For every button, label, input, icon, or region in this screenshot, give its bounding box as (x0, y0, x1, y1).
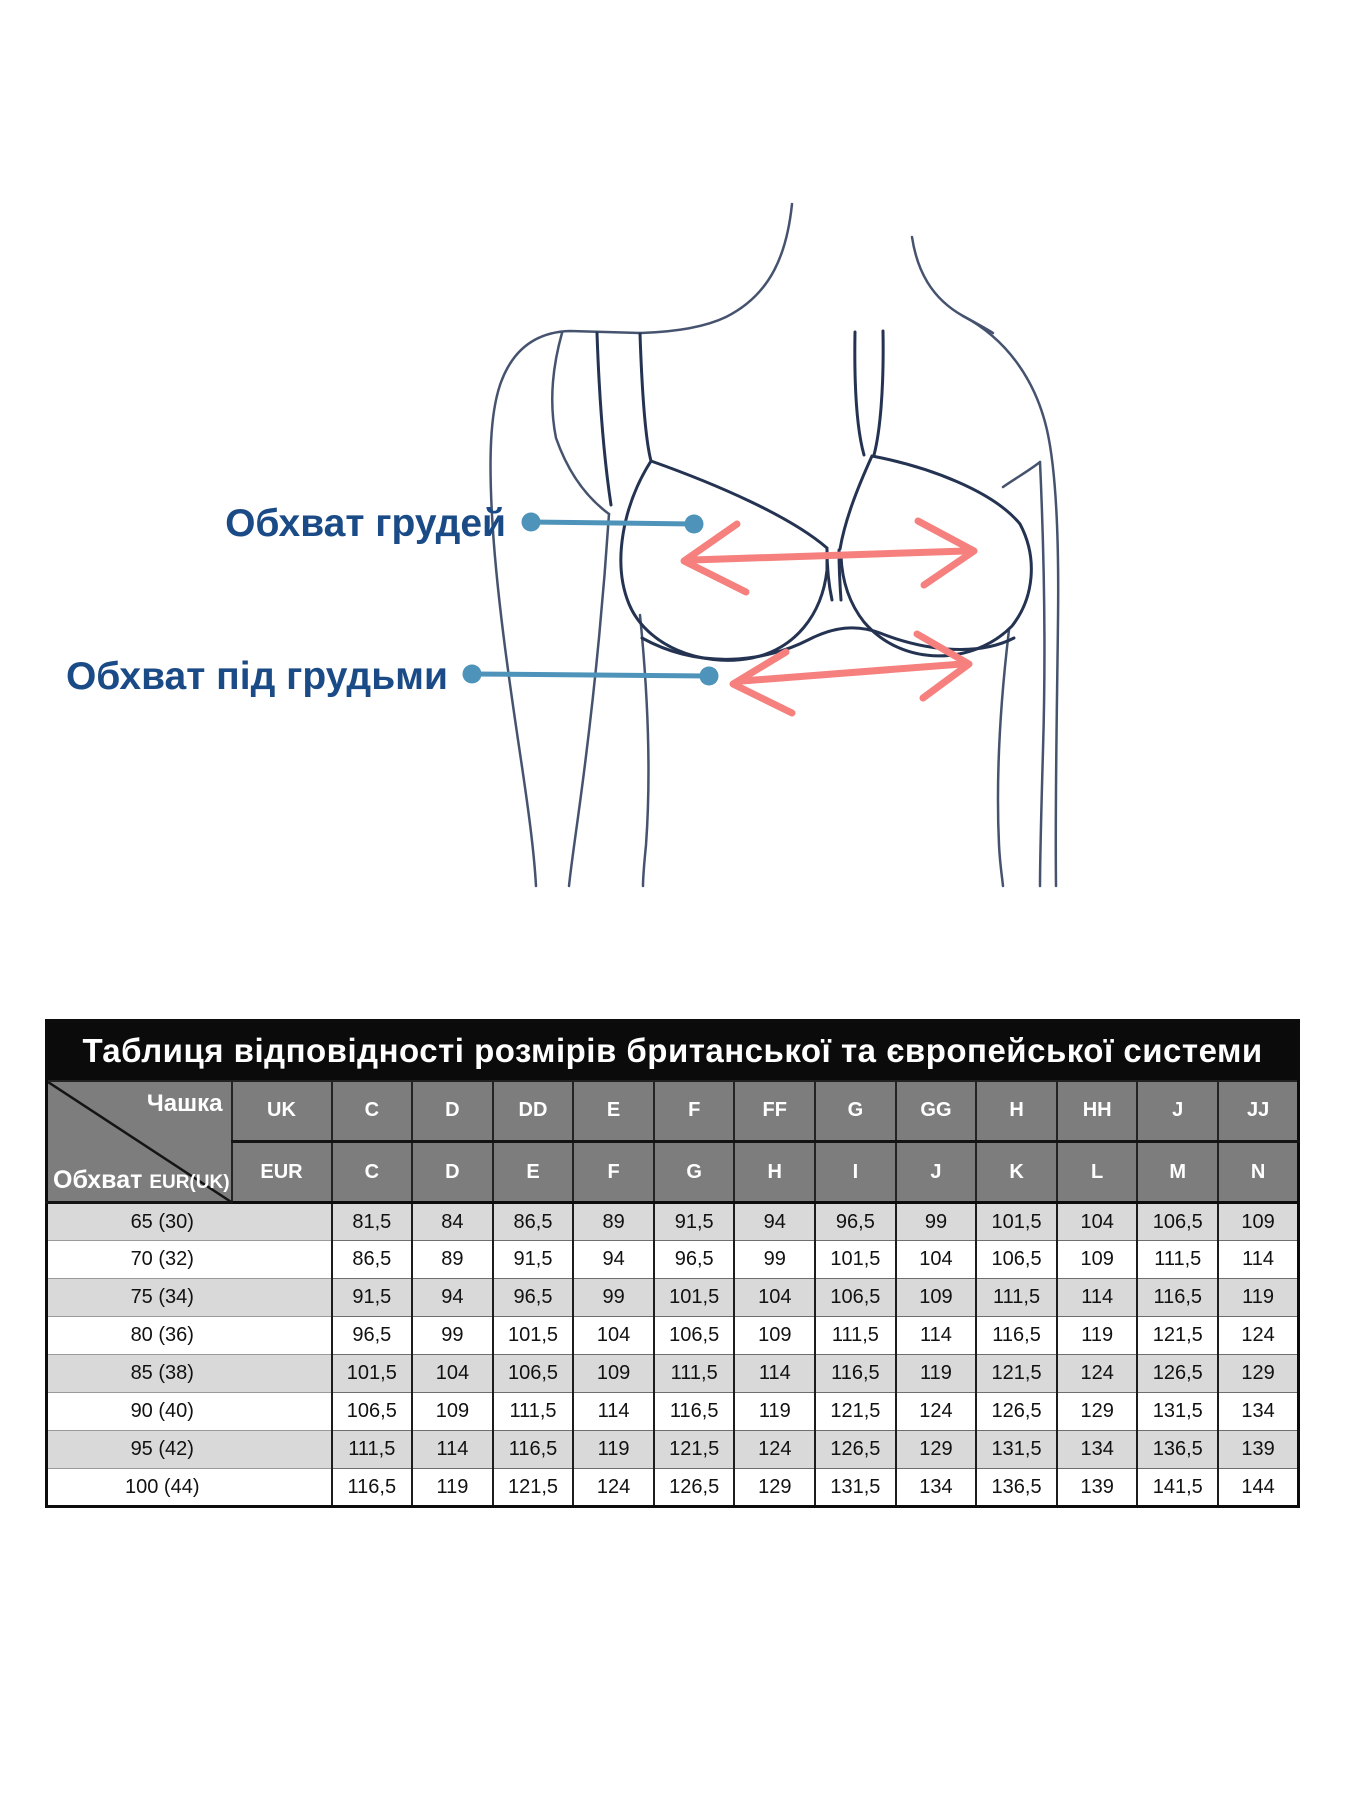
eur-cup: L (1057, 1142, 1138, 1203)
measurement-cell: 116,5 (1137, 1279, 1218, 1317)
eur-system-label: EUR (232, 1142, 332, 1203)
table-title-row (47, 1021, 1299, 1081)
measurement-cell: 144 (1218, 1469, 1299, 1507)
measurement-cell: 101,5 (493, 1317, 574, 1355)
torso-outline (491, 204, 1059, 886)
measurement-cell: 109 (412, 1393, 493, 1431)
measurement-cell: 111,5 (493, 1393, 574, 1431)
table-row (47, 1355, 1299, 1393)
measurement-cell: 101,5 (815, 1241, 896, 1279)
table-row (47, 1279, 1299, 1317)
measurement-cell: 106,5 (1137, 1203, 1218, 1241)
measurement-cell: 134 (1218, 1393, 1299, 1431)
corner-girth-sub: EUR(UK) (149, 1172, 230, 1193)
measurement-cell: 101,5 (332, 1355, 413, 1393)
size-table-body (47, 1203, 1299, 1507)
eur-cup: K (976, 1142, 1057, 1203)
eur-cup: E (493, 1142, 574, 1203)
measurement-cell: 104 (412, 1355, 493, 1393)
eur-cup: G (654, 1142, 735, 1203)
table-row (47, 1431, 1299, 1469)
measurement-cell: 89 (412, 1241, 493, 1279)
measurement-cell: 114 (1057, 1279, 1138, 1317)
underbust-arrow-icon (733, 634, 969, 713)
measurement-cell: 129 (896, 1431, 977, 1469)
uk-header-row (47, 1081, 1299, 1142)
underbust-callout-line (463, 665, 719, 686)
underbust-label: Обхват під грудьми (65, 655, 448, 698)
measurement-cell: 94 (412, 1279, 493, 1317)
measurement-cell: 126,5 (976, 1393, 1057, 1431)
callout-dot (463, 665, 482, 684)
uk-cup: FF (734, 1081, 815, 1142)
eur-cup: M (1137, 1142, 1218, 1203)
bust-label: Обхват грудей (225, 502, 506, 545)
measurement-cell: 94 (573, 1241, 654, 1279)
measurement-cell: 119 (1057, 1317, 1138, 1355)
measurement-cell: 104 (1057, 1203, 1138, 1241)
measurement-cell: 126,5 (654, 1469, 735, 1507)
measurement-cell: 116,5 (815, 1355, 896, 1393)
measurement-cell: 121,5 (1137, 1317, 1218, 1355)
measurement-cell: 124 (573, 1469, 654, 1507)
measurement-cell: 106,5 (493, 1355, 574, 1393)
measurement-cell: 119 (1218, 1279, 1299, 1317)
measurement-cell: 124 (1057, 1355, 1138, 1393)
eur-cup: I (815, 1142, 896, 1203)
eur-cup: F (573, 1142, 654, 1203)
bust-callout-line (522, 513, 704, 534)
row-size-label: 75 (34) (47, 1279, 332, 1317)
measurement-cell: 106,5 (815, 1279, 896, 1317)
row-size-label: 95 (42) (47, 1431, 332, 1469)
corner-cup-label: Чашка (146, 1089, 223, 1117)
measurement-cell: 84 (412, 1203, 493, 1241)
measurement-cell: 116,5 (332, 1469, 413, 1507)
measurement-cell: 86,5 (493, 1203, 574, 1241)
uk-cup: H (976, 1081, 1057, 1142)
measurement-cell: 91,5 (332, 1279, 413, 1317)
bra-outline (597, 331, 1031, 660)
row-size-label: 65 (30) (47, 1203, 332, 1241)
measurement-cell: 96,5 (493, 1279, 574, 1317)
measurement-cell: 96,5 (654, 1241, 735, 1279)
table-row (47, 1241, 1299, 1279)
measurement-cell: 116,5 (976, 1317, 1057, 1355)
uk-cup: G (815, 1081, 896, 1142)
measurement-cell: 111,5 (332, 1431, 413, 1469)
measurement-cell: 109 (1218, 1203, 1299, 1241)
measurement-cell: 106,5 (654, 1317, 735, 1355)
uk-cup: C (332, 1081, 413, 1142)
measurement-cell: 111,5 (976, 1279, 1057, 1317)
size-table-section (45, 1019, 1298, 1508)
measurement-cell: 119 (573, 1431, 654, 1469)
measurement-cell: 99 (573, 1279, 654, 1317)
eur-cup: D (412, 1142, 493, 1203)
measurement-cell: 109 (896, 1279, 977, 1317)
eur-cup: H (734, 1142, 815, 1203)
measurement-cell: 119 (412, 1469, 493, 1507)
measurement-cell: 91,5 (493, 1241, 574, 1279)
measurement-cell: 101,5 (976, 1203, 1057, 1241)
eur-cup: J (896, 1142, 977, 1203)
measurement-cell: 134 (896, 1469, 977, 1507)
uk-cup: DD (493, 1081, 574, 1142)
measurement-cell: 139 (1218, 1431, 1299, 1469)
measurement-cell: 89 (573, 1203, 654, 1241)
uk-cup: E (573, 1081, 654, 1142)
measurement-cell: 104 (734, 1279, 815, 1317)
measurement-cell: 129 (734, 1469, 815, 1507)
table-row (47, 1203, 1299, 1241)
table-title: Таблиця відповідності розмірів британської та європейської системи (47, 1021, 1299, 1081)
row-size-label: 90 (40) (47, 1393, 332, 1431)
uk-cup: GG (896, 1081, 977, 1142)
uk-cup: HH (1057, 1081, 1138, 1142)
measurement-cell: 131,5 (815, 1469, 896, 1507)
uk-cup: J (1137, 1081, 1218, 1142)
measurement-cell: 136,5 (1137, 1431, 1218, 1469)
measurement-cell: 109 (1057, 1241, 1138, 1279)
measurement-cell: 99 (412, 1317, 493, 1355)
corner-cell (47, 1081, 232, 1203)
measurement-cell: 121,5 (654, 1431, 735, 1469)
measurement-cell: 106,5 (332, 1393, 413, 1431)
measurement-cell: 131,5 (976, 1431, 1057, 1469)
measurement-cell: 106,5 (976, 1241, 1057, 1279)
eur-header-row (47, 1142, 1299, 1203)
callout-dot (522, 513, 541, 532)
measurement-cell: 109 (734, 1317, 815, 1355)
measurement-cell: 114 (412, 1431, 493, 1469)
measurement-cell: 104 (573, 1317, 654, 1355)
measurement-cell: 126,5 (815, 1431, 896, 1469)
measurement-cell: 139 (1057, 1469, 1138, 1507)
measurement-cell: 99 (734, 1241, 815, 1279)
measurement-cell: 109 (573, 1355, 654, 1393)
measurement-cell: 101,5 (654, 1279, 735, 1317)
measurement-cell: 114 (896, 1317, 977, 1355)
measurement-cell: 121,5 (815, 1393, 896, 1431)
measurement-cell: 81,5 (332, 1203, 413, 1241)
row-size-label: 80 (36) (47, 1317, 332, 1355)
measurement-cell: 121,5 (976, 1355, 1057, 1393)
measurement-cell: 111,5 (815, 1317, 896, 1355)
callout-dot (685, 515, 704, 534)
measurement-cell: 129 (1218, 1355, 1299, 1393)
measurement-cell: 114 (734, 1355, 815, 1393)
measurement-cell: 111,5 (654, 1355, 735, 1393)
measurement-cell: 86,5 (332, 1241, 413, 1279)
measurement-cell: 119 (896, 1355, 977, 1393)
measurement-cell: 91,5 (654, 1203, 735, 1241)
measurement-cell: 131,5 (1137, 1393, 1218, 1431)
measurement-cell: 94 (734, 1203, 815, 1241)
measurement-cell: 121,5 (493, 1469, 574, 1507)
measurement-cell: 129 (1057, 1393, 1138, 1431)
measurement-cell: 134 (1057, 1431, 1138, 1469)
row-size-label: 100 (44) (47, 1469, 332, 1507)
measurement-cell: 114 (573, 1393, 654, 1431)
row-size-label: 70 (32) (47, 1241, 332, 1279)
table-row (47, 1393, 1299, 1431)
size-conversion-table (45, 1019, 1300, 1508)
measurement-cell: 124 (734, 1431, 815, 1469)
measurement-cell: 119 (734, 1393, 815, 1431)
eur-cup: C (332, 1142, 413, 1203)
measurement-cell: 111,5 (1137, 1241, 1218, 1279)
corner-girth-label (53, 1166, 230, 1195)
eur-cup: N (1218, 1142, 1299, 1203)
measurement-cell: 124 (1218, 1317, 1299, 1355)
measurement-cell: 136,5 (976, 1469, 1057, 1507)
table-row (47, 1469, 1299, 1507)
measurement-cell: 96,5 (815, 1203, 896, 1241)
measurement-cell: 116,5 (654, 1393, 735, 1431)
uk-cup: JJ (1218, 1081, 1299, 1142)
measurement-cell: 99 (896, 1203, 977, 1241)
measurement-cell: 124 (896, 1393, 977, 1431)
measurement-cell: 104 (896, 1241, 977, 1279)
callout-dot (700, 667, 719, 686)
table-row (47, 1317, 1299, 1355)
measurement-cell: 116,5 (493, 1431, 574, 1469)
measurement-cell: 141,5 (1137, 1469, 1218, 1507)
measurement-cell: 96,5 (332, 1317, 413, 1355)
uk-cup: F (654, 1081, 735, 1142)
measurement-cell: 114 (1218, 1241, 1299, 1279)
uk-system-label: UK (232, 1081, 332, 1142)
uk-cup: D (412, 1081, 493, 1142)
corner-girth-word: Обхват (53, 1166, 143, 1194)
measurement-cell: 126,5 (1137, 1355, 1218, 1393)
row-size-label: 85 (38) (47, 1355, 332, 1393)
